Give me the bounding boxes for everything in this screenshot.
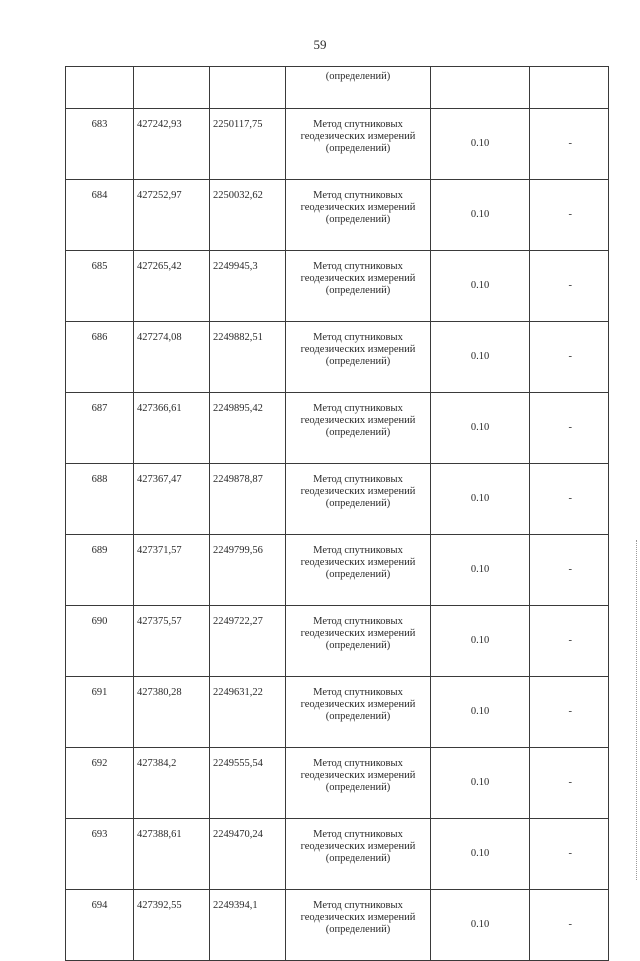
cell-method [286,890,431,961]
cell-y: 2249882,51 [210,322,286,393]
cell-x [134,67,210,109]
table-row [66,393,609,464]
table-row [66,322,609,393]
method-line: геодезических измерений [300,202,416,213]
cell-num: 690 [66,606,134,677]
method-line: геодезических измерений [300,628,416,639]
method-line: Метод спутниковых [313,758,403,769]
cell-description: - [530,393,609,464]
cell-method [286,322,431,393]
method-line: Метод спутниковых [313,261,403,272]
cell-x: 427375,57 [134,606,210,677]
cell-num: 684 [66,180,134,251]
method-line: геодезических измерений [300,131,416,142]
cell-x: 427380,28 [134,677,210,748]
cell-method [286,535,431,606]
table-row [66,535,609,606]
cell-method [286,748,431,819]
cell-num: 693 [66,819,134,890]
method-line: Метод спутниковых [313,616,403,627]
cell-y: 2249799,56 [210,535,286,606]
table-row [66,180,609,251]
table-row [66,464,609,535]
method-line: геодезических измерений [300,770,416,781]
cell-accuracy [431,67,530,109]
method-line: геодезических измерений [300,415,416,426]
method-line: (определений) [325,143,391,154]
cell-x: 427366,61 [134,393,210,464]
page-edge-mark [636,540,638,880]
cell-description: - [530,180,609,251]
method-line: геодезических измерений [300,344,416,355]
table-row [66,819,609,890]
cell-description: - [530,606,609,677]
cell-accuracy: 0.10 [431,322,530,393]
method-line: (определений) [325,71,391,82]
cell-description: - [530,535,609,606]
method-line: (определений) [325,711,391,722]
cell-accuracy: 0.10 [431,109,530,180]
cell-accuracy: 0.10 [431,890,530,961]
cell-y: 2249878,87 [210,464,286,535]
cell-accuracy: 0.10 [431,251,530,322]
cell-description: - [530,251,609,322]
method-line: Метод спутниковых [313,119,403,130]
cell-y: 2250117,75 [210,109,286,180]
table-row [66,890,609,961]
method-line: (определений) [325,214,391,225]
method-line: Метод спутниковых [313,687,403,698]
method-line: геодезических измерений [300,699,416,710]
method-line: Метод спутниковых [313,474,403,485]
cell-y: 2249631,22 [210,677,286,748]
method-line: Метод спутниковых [313,332,403,343]
table-row-continued [66,67,609,109]
cell-num: 683 [66,109,134,180]
cell-description: - [530,109,609,180]
cell-method [286,180,431,251]
table-body [66,67,609,961]
cell-y [210,67,286,109]
method-line: Метод спутниковых [313,545,403,556]
cell-x: 427388,61 [134,819,210,890]
cell-method [286,109,431,180]
cell-method [286,67,431,109]
cell-description: - [530,464,609,535]
cell-accuracy: 0.10 [431,677,530,748]
cell-method [286,677,431,748]
method-line: геодезических измерений [300,273,416,284]
cell-x: 427392,55 [134,890,210,961]
cell-y: 2249555,54 [210,748,286,819]
cell-x: 427367,47 [134,464,210,535]
cell-accuracy: 0.10 [431,748,530,819]
method-line: (определений) [325,853,391,864]
cell-accuracy: 0.10 [431,393,530,464]
cell-method [286,606,431,677]
coordinates-table [65,66,609,961]
cell-description: - [530,322,609,393]
cell-num [66,67,134,109]
cell-description: - [530,890,609,961]
cell-method [286,819,431,890]
table-row [66,109,609,180]
cell-num: 691 [66,677,134,748]
cell-x: 427252,97 [134,180,210,251]
cell-method [286,464,431,535]
page-number: 59 [313,37,327,52]
method-line: Метод спутниковых [313,829,403,840]
cell-method [286,393,431,464]
cell-num: 694 [66,890,134,961]
cell-x: 427371,57 [134,535,210,606]
method-line: геодезических измерений [300,912,416,923]
cell-num: 689 [66,535,134,606]
cell-num: 685 [66,251,134,322]
method-line: Метод спутниковых [313,900,403,911]
cell-x: 427274,08 [134,322,210,393]
method-line: геодезических измерений [300,557,416,568]
table-row [66,606,609,677]
table-row [66,748,609,819]
cell-accuracy: 0.10 [431,180,530,251]
cell-num: 688 [66,464,134,535]
cell-y: 2249895,42 [210,393,286,464]
cell-accuracy: 0.10 [431,464,530,535]
cell-y: 2249945,3 [210,251,286,322]
cell-y: 2249722,27 [210,606,286,677]
method-line: (определений) [325,924,391,935]
cell-num: 686 [66,322,134,393]
cell-num: 692 [66,748,134,819]
cell-num: 687 [66,393,134,464]
method-line: (определений) [325,782,391,793]
cell-x: 427265,42 [134,251,210,322]
table-row [66,251,609,322]
cell-description [530,67,609,109]
method-line: (определений) [325,640,391,651]
cell-y: 2250032,62 [210,180,286,251]
method-line: Метод спутниковых [313,403,403,414]
table-row [66,677,609,748]
cell-x: 427384,2 [134,748,210,819]
cell-method [286,251,431,322]
method-line: геодезических измерений [300,486,416,497]
method-line: Метод спутниковых [313,190,403,201]
cell-accuracy: 0.10 [431,535,530,606]
method-line: (определений) [325,285,391,296]
method-line: (определений) [325,356,391,367]
cell-y: 2249394,1 [210,890,286,961]
cell-y: 2249470,24 [210,819,286,890]
cell-x: 427242,93 [134,109,210,180]
method-line: (определений) [325,498,391,509]
cell-accuracy: 0.10 [431,606,530,677]
method-line: (определений) [325,427,391,438]
cell-accuracy: 0.10 [431,819,530,890]
method-line: геодезических измерений [300,841,416,852]
cell-description: - [530,748,609,819]
method-line: (определений) [325,569,391,580]
cell-description: - [530,677,609,748]
cell-description: - [530,819,609,890]
